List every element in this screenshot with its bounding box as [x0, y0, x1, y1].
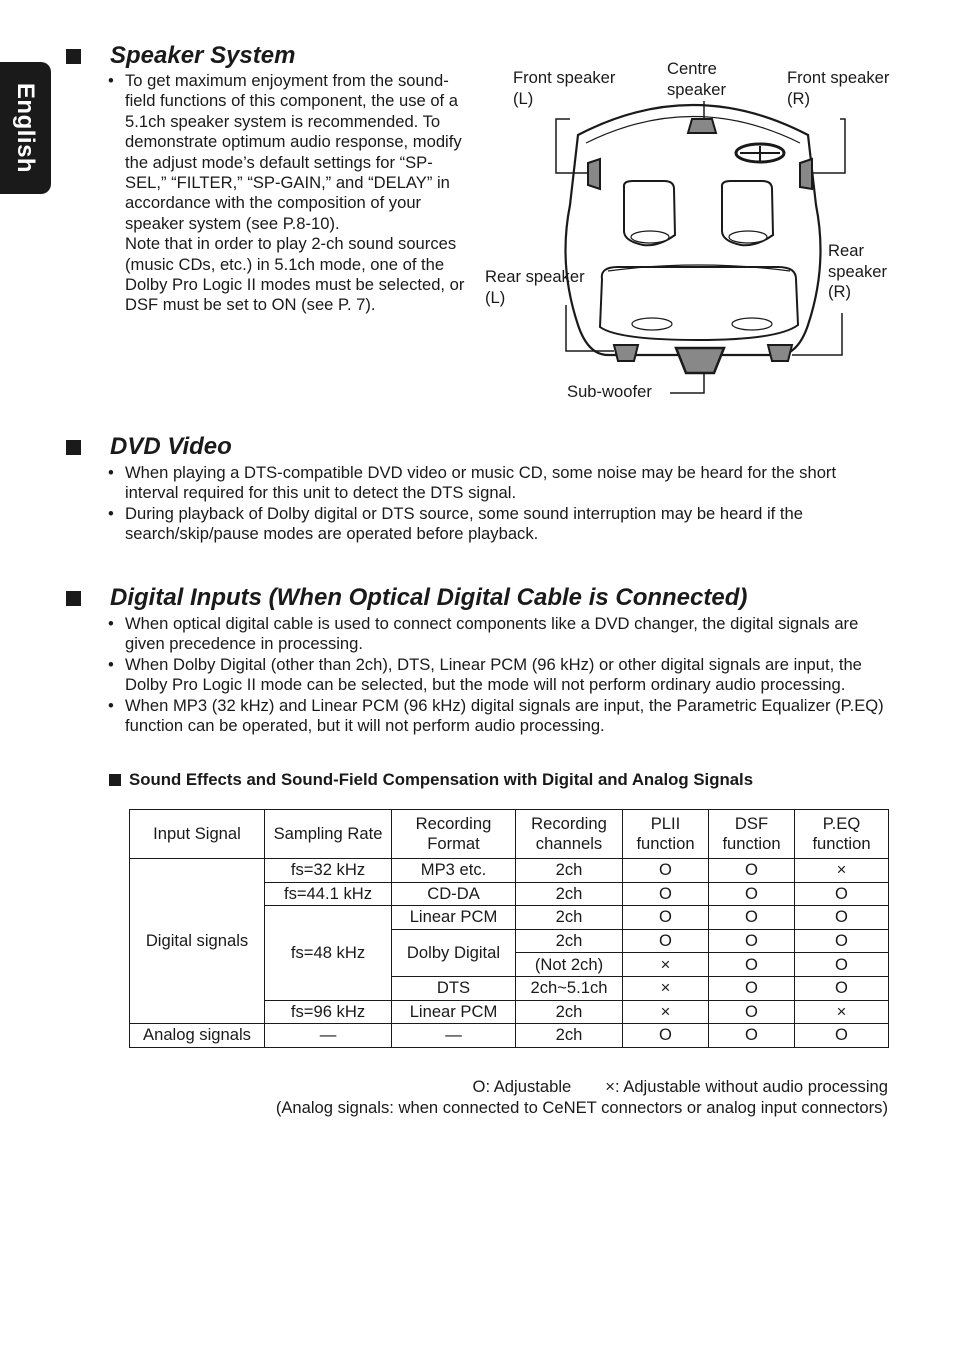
- plii-cell: O: [623, 906, 709, 930]
- dsf-cell: O: [709, 1000, 795, 1024]
- column-header: Recording channels: [516, 810, 623, 859]
- recording-format-cell: —: [392, 1024, 516, 1048]
- recording-channels-cell: 2ch: [516, 1000, 623, 1024]
- heading-bullet-square: [66, 49, 81, 64]
- front-left-label: Front speaker (L): [513, 68, 616, 108]
- legend-adjustable-without: ×: Adjustable without audio processing: [605, 1077, 888, 1096]
- digital-inputs-title: Digital Inputs (When Optical Digital Cable is Connected): [110, 584, 748, 611]
- sampling-rate-cell: fs=32 kHz: [265, 859, 392, 883]
- speaker-system-note: Note that in order to play 2-ch sound sources (music CDs, etc.) in 5.1ch mode, one of the Dolby Pro Logic II modes must be selected, or DSF must be set to ON (see P. 7).: [125, 234, 465, 315]
- peq-cell: ×: [795, 1000, 889, 1024]
- peq-cell: O: [795, 1024, 889, 1048]
- language-tab-label: English: [12, 82, 40, 174]
- dsf-cell: O: [709, 859, 795, 883]
- speaker-system-text: [108, 71, 468, 316]
- recording-format-cell: Dolby Digital: [392, 929, 516, 976]
- list-item: • When Dolby Digital (other than 2ch), DTS, Linear PCM (96 kHz) or other digital signals are input, the Dolby Pro Logic II mode can be selected, but the mode will not perform ordinary audio processing.: [108, 655, 888, 696]
- dvd-video-title: DVD Video: [110, 433, 232, 460]
- dvd-video-heading: [66, 433, 232, 461]
- plii-cell: O: [623, 859, 709, 883]
- plii-cell: ×: [623, 1000, 709, 1024]
- subwoofer-icon: [676, 348, 724, 373]
- recording-channels-cell: 2ch: [516, 929, 623, 953]
- front-right-label: Front speaker (R): [787, 68, 890, 108]
- rear-right-speaker-icon: [768, 345, 792, 361]
- speaker-system-item: [108, 71, 468, 316]
- language-tab: [0, 62, 51, 194]
- list-item: • When playing a DTS-compatible DVD video or music CD, some noise may be heard for the short interval required for this unit to detect the DTS signal.: [108, 463, 888, 504]
- peq-cell: O: [795, 906, 889, 930]
- input-signal-cell: Analog signals: [130, 1024, 265, 1048]
- heading-bullet-square: [66, 591, 81, 606]
- recording-format-cell: MP3 etc.: [392, 859, 516, 883]
- heading-bullet-square: [66, 440, 81, 455]
- digital-inputs-list: [108, 614, 888, 736]
- car-speaker-illustration: [478, 55, 908, 415]
- sampling-rate-cell: fs=44.1 kHz: [265, 882, 392, 906]
- plii-cell: O: [623, 1024, 709, 1048]
- digital-inputs-heading: [66, 584, 747, 612]
- plii-cell: O: [623, 929, 709, 953]
- recording-channels-cell: 2ch: [516, 1024, 623, 1048]
- dsf-cell: O: [709, 1024, 795, 1048]
- peq-cell: O: [795, 929, 889, 953]
- speaker-layout-diagram: [478, 55, 908, 415]
- rear-left-speaker-icon: [614, 345, 638, 361]
- table-legend: [276, 1076, 888, 1118]
- recording-format-cell: Linear PCM: [392, 906, 516, 930]
- speaker-system-paragraph: To get maximum enjoyment from the sound-field functions of this component, the use of a 5.1ch speaker system is recommended. To demonstrate optimum audio response, modify the adjust mode’s default settings for “SP-SEL,” “FILTER,” “SP-GAIN,” and “DELAY” in accordance with the composition of your speaker system (see P.8-10).: [125, 71, 462, 233]
- recording-channels-cell: (Not 2ch): [516, 953, 623, 977]
- front-right-speaker-icon: [800, 159, 812, 189]
- table-row: [130, 1024, 889, 1048]
- centre-speaker-icon: [688, 119, 716, 133]
- front-left-speaker-icon: [588, 159, 600, 189]
- input-signal-cell: Digital signals: [130, 859, 265, 1024]
- table-header-row: [130, 810, 889, 859]
- column-header: Input Signal: [130, 810, 265, 859]
- list-item: • During playback of Dolby digital or DTS source, some sound interruption may be heard if the search/skip/pause modes are operated before playback.: [108, 504, 888, 545]
- recording-channels-cell: 2ch: [516, 882, 623, 906]
- dvd-video-list: [108, 463, 888, 545]
- plii-cell: ×: [623, 953, 709, 977]
- centre-speaker-label: Centre speaker: [667, 59, 727, 99]
- dsf-cell: O: [709, 976, 795, 1000]
- table-heading: [109, 770, 753, 790]
- recording-channels-cell: 2ch~5.1ch: [516, 976, 623, 1000]
- table-title: Sound Effects and Sound-Field Compensation with Digital and Analog Signals: [129, 770, 754, 789]
- speaker-system-heading: [66, 42, 295, 70]
- speaker-system-title: Speaker System: [110, 42, 296, 69]
- rear-bench-seat: [600, 267, 798, 340]
- dsf-cell: O: [709, 953, 795, 977]
- legend-line: [276, 1076, 888, 1097]
- recording-format-cell: CD-DA: [392, 882, 516, 906]
- legend-adjustable: O: Adjustable: [472, 1077, 572, 1096]
- legend-note: (Analog signals: when connected to CeNET connectors or analog input connectors): [275, 1098, 888, 1117]
- dsf-cell: O: [709, 882, 795, 906]
- column-header: PLII function: [623, 810, 709, 859]
- signal-function-table: [129, 809, 889, 1048]
- subheading-bullet-square: [109, 774, 121, 786]
- list-item: • When optical digital cable is used to connect components like a DVD changer, the digital signals are given precedence in processing.: [108, 614, 888, 655]
- table-row: [130, 859, 889, 883]
- column-header: P.EQ function: [795, 810, 889, 859]
- peq-cell: O: [795, 882, 889, 906]
- peq-cell: O: [795, 953, 889, 977]
- list-item: • When MP3 (32 kHz) and Linear PCM (96 kHz) digital signals are input, the Parametric Equalizer (P.EQ) function can be operated, but it will not perform audio processing.: [108, 696, 888, 737]
- recording-format-cell: Linear PCM: [392, 1000, 516, 1024]
- recording-channels-cell: 2ch: [516, 906, 623, 930]
- rear-left-label: Rear speaker (L): [485, 267, 585, 307]
- column-header: Sampling Rate: [265, 810, 392, 859]
- sampling-rate-cell: fs=48 kHz: [265, 906, 392, 1000]
- sampling-rate-cell: fs=96 kHz: [265, 1000, 392, 1024]
- column-header: Recording Format: [392, 810, 516, 859]
- peq-cell: O: [795, 976, 889, 1000]
- column-header: DSF function: [709, 810, 795, 859]
- plii-cell: O: [623, 882, 709, 906]
- sampling-rate-cell: —: [265, 1024, 392, 1048]
- rear-right-label: Rear speaker (R): [828, 241, 888, 301]
- recording-format-cell: DTS: [392, 976, 516, 1000]
- plii-cell: ×: [623, 976, 709, 1000]
- dsf-cell: O: [709, 929, 795, 953]
- recording-channels-cell: 2ch: [516, 859, 623, 883]
- dsf-cell: O: [709, 906, 795, 930]
- peq-cell: ×: [795, 859, 889, 883]
- subwoofer-label: Sub-woofer: [567, 382, 652, 401]
